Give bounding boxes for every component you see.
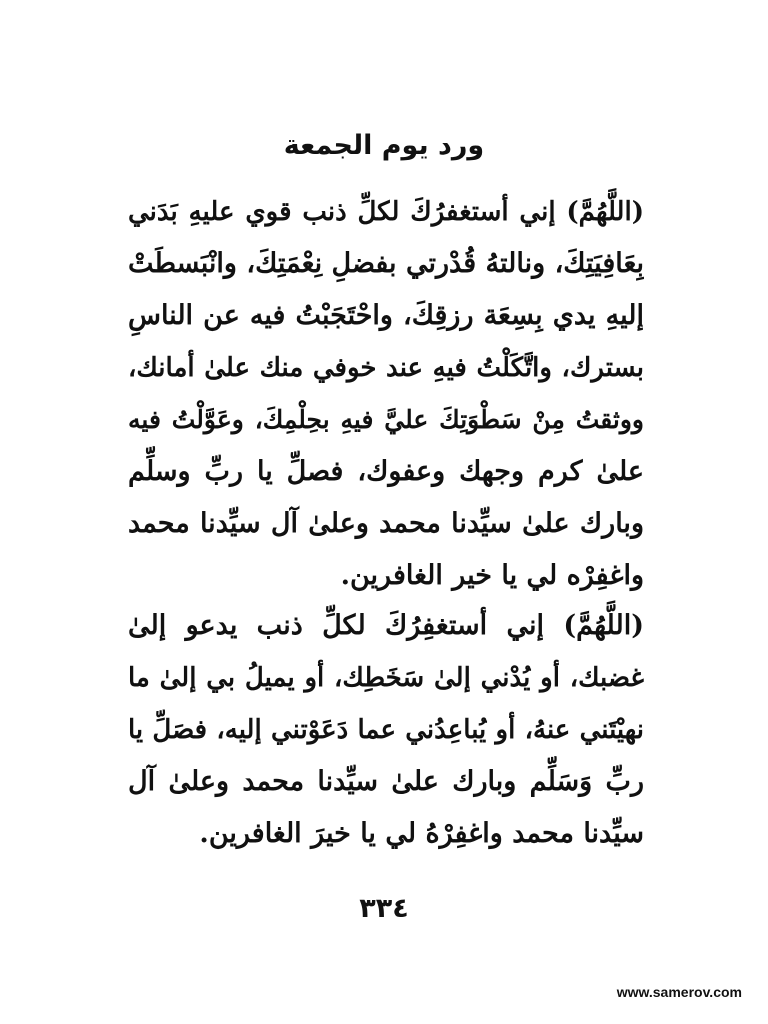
text-line: وبارك علىٰ سيِّدنا محمد وعلىٰ آل سيِّدنا محمد	[128, 508, 644, 539]
text-line: ربِّ وَسَلِّم وبارك علىٰ سيِّدنا محمد وعلىٰ آل	[128, 766, 644, 797]
text-line: بِعَافِيَتِكَ، ونالتهُ قُدْرتي بفضلِ نِعْمَتِكَ، وانْبَسطَتْ	[128, 248, 644, 279]
watermark-url: www.samerov.com	[616, 984, 742, 1000]
text-line: (اللَّهُمَّ) إني أستغفِرُكَ لكلِّ ذنب يدعو إلىٰ	[128, 610, 644, 641]
text-line: (اللَّهُمَّ) إني أستغفرُكَ لكلِّ ذنب قوي عليهِ بَدَني	[128, 197, 644, 227]
page-title: ورد يوم الجمعة	[283, 130, 485, 161]
page-number: ٣٣٤	[359, 893, 409, 924]
text-line: غضبك، أو يُدْني إلىٰ سَخَطِك، أو يميلُ بي إلىٰ ما	[128, 663, 644, 693]
text-line: إليهِ يدي بِسِعَة رزقِكَ، واحْتَجَبْتُ فيه عن الناسِ	[128, 300, 644, 331]
text-line: واغفِرْه لي يا خير الغافرين.	[340, 560, 644, 591]
text-line: ووثقتُ مِنْ سَطْوَتِكَ عليَّ فيهِ بحِلْمِكَ، وعَوَّلْتُ فيه	[128, 405, 644, 434]
paragraph-2	[128, 600, 644, 860]
text-line: سيِّدنا محمد واغفِرْهُ لي يا خيرَ الغافرين.	[199, 818, 644, 849]
text-line: بسترك، واتَّكَلْتُ فيهِ عند خوفي منك علىٰ أمانك،	[128, 353, 644, 383]
text-line: نهيْتَني عنهُ، أو يُباعِدُني عما دَعَوْتني إليه، فصَلِّ يا	[128, 715, 644, 745]
text-line: علىٰ كرم وجهك وعفوك، فصلِّ يا ربِّ وسلِّم	[128, 456, 644, 487]
paragraph-1	[128, 186, 644, 602]
